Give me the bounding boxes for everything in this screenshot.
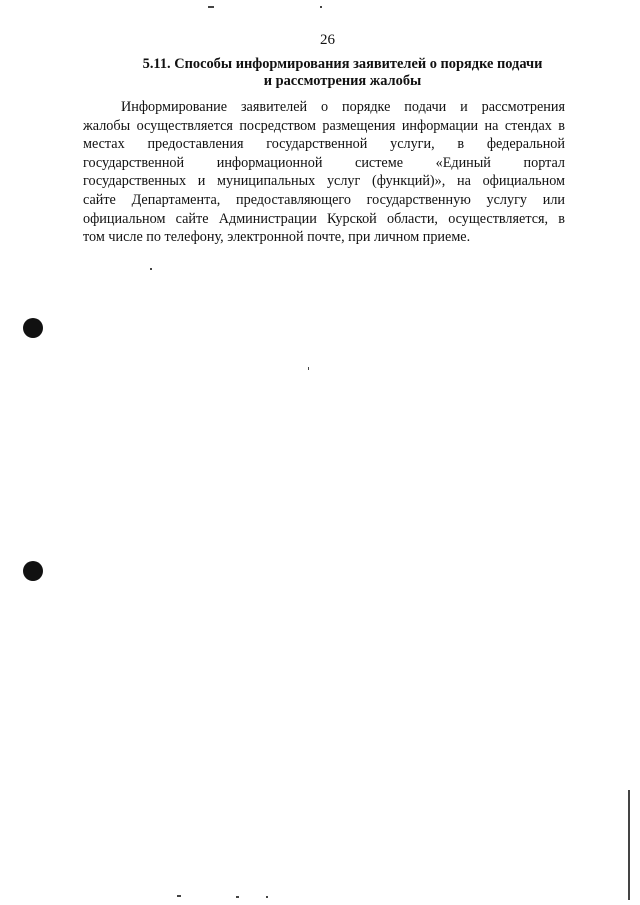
paragraph-line-3: местах предоставления государственной услуги, в федеральной	[83, 136, 565, 153]
section-heading-line-1: 5.11. Способы информирования заявителей о порядке подачи	[142, 56, 543, 72]
punch-hole-lower	[23, 561, 43, 581]
paragraph-line-7: официальном сайте Администрации Курской области, осуществляется, в	[83, 210, 565, 227]
scan-speck-bottom-3	[266, 896, 268, 898]
scan-speck-top-left	[208, 6, 214, 8]
paragraph-line-1: Информирование заявителей о порядке подачи и рассмотрения	[121, 99, 565, 115]
punch-hole-upper	[23, 318, 43, 338]
paragraph-line-2: жалобы осуществляется посредством размещения информации на стендах в	[83, 117, 565, 134]
scan-speck-mid	[150, 268, 152, 270]
scan-edge-line	[628, 790, 630, 900]
paragraph-line-4: государственной информационной системе «Единый портал	[83, 154, 565, 171]
scan-speck-top-right	[320, 6, 322, 8]
scan-speck-bottom-1	[177, 895, 181, 897]
scan-speck-center	[308, 367, 309, 370]
page-number: 26	[320, 32, 335, 48]
paragraph-line-8: том числе по телефону, электронной почте, при личном приеме.	[83, 229, 471, 246]
paragraph-line-6: сайте Департамента, предоставляющего государственную услугу или	[83, 191, 565, 208]
paragraph-line-5: государственных и муниципальных услуг (функций)», на официальном	[83, 173, 565, 190]
section-heading-line-2: и рассмотрения жалобы	[263, 73, 422, 89]
section-heading	[100, 56, 585, 90]
body-paragraph	[83, 98, 565, 247]
scan-speck-bottom-2	[236, 896, 239, 898]
